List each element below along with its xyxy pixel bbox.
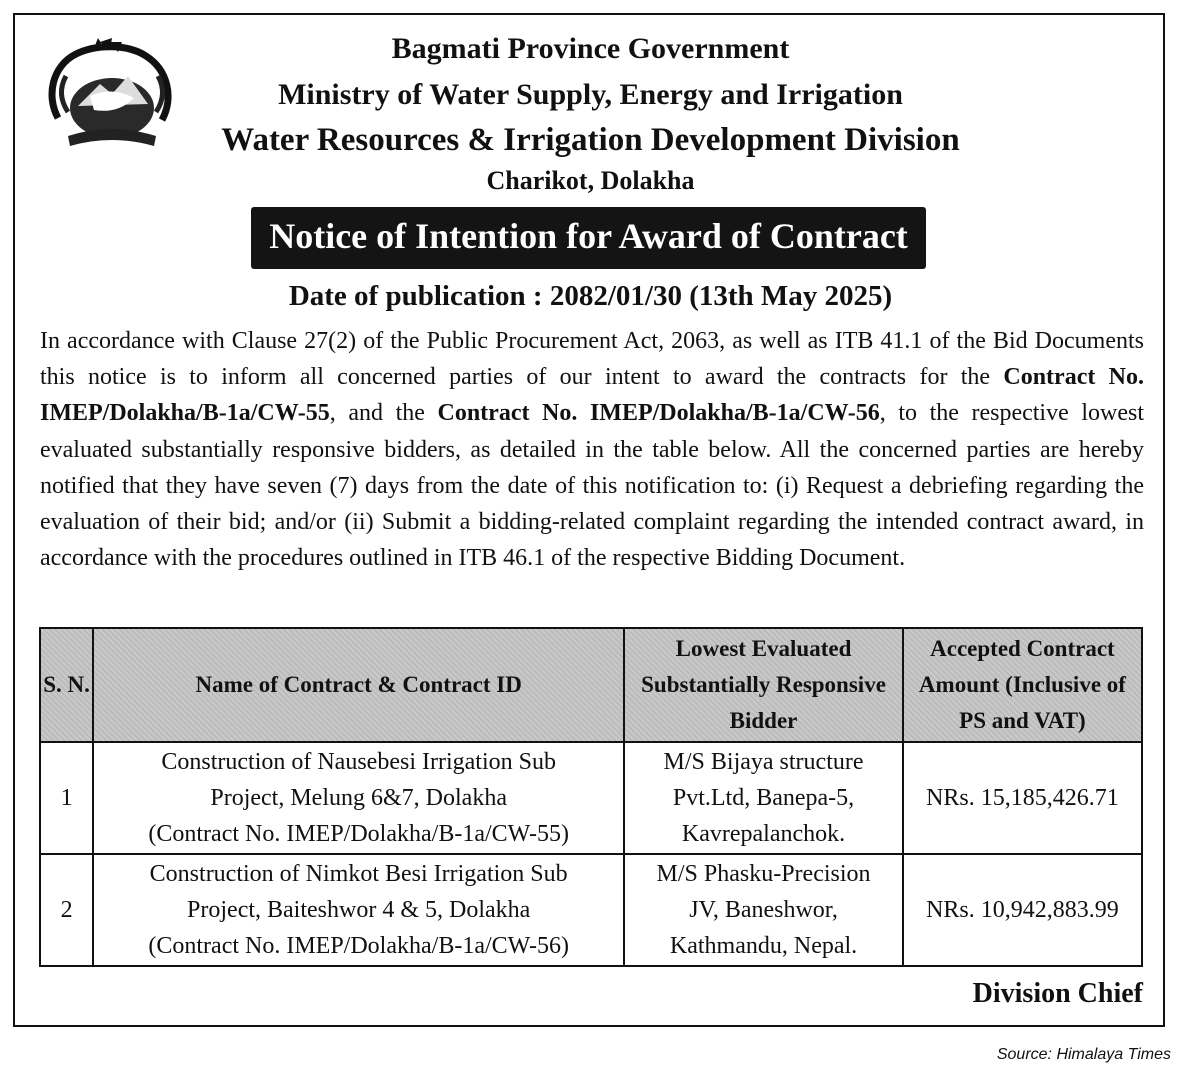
province-name: Bagmati Province Government (391, 32, 790, 65)
row-bidder: M/S Phasku-Precision JV, Baneshwor, Kathmandu, Nepal. (624, 854, 903, 966)
table-header-row (40, 628, 1142, 742)
header-bidder: Lowest Evaluated Substantially Responsive Bidder (624, 628, 903, 742)
award-table (39, 627, 1143, 967)
header-contract-name: Name of Contract & Contract ID (93, 628, 624, 742)
row-amount: NRs. 10,942,883.99 (903, 854, 1142, 966)
contract-id-2: Contract No. IMEP/Dolakha/B-1a/CW-56 (437, 400, 880, 427)
notice-body: In accordance with Clause 27(2) of the Public Procurement Act, 2063, as well as ITB 41.1 of the Bid Documents this notice is to inform all concerned parties of our intent to award the contracts for the Contract No. IMEP/Dolakha/B-1a/CW-55, and the Contract No. IMEP/Dolakha/B-1a/CW-56, to the respective lowest evaluated substantially responsive bidders, as detailed in the table below. All the concerned parties are hereby notified that they have seven (7) days from the date of this notification to: (i) Request a debriefing regarding the evaluation of their bid; and/or (ii) Submit a bidding-related complaint regarding the intended contract award, in accordance with the procedures outlined in ITB 46.1 of the respective Bidding Document. (40, 328, 1144, 572)
signature: Division Chief (972, 978, 1143, 1009)
row-amount: NRs. 15,185,426.71 (903, 742, 1142, 854)
source-credit: Source: Himalaya Times (996, 1046, 1171, 1063)
row-sn: 2 (40, 854, 93, 966)
table-row (40, 854, 1142, 966)
row-contract-name: Construction of Nimkot Besi Irrigation Sub Project, Baiteshwor 4 & 5, Dolakha (Contract No. IMEP/Dolakha/B-1a/CW-56) (93, 854, 624, 966)
row-bidder: M/S Bijaya structure Pvt.Ltd, Banepa-5, Kavrepalanchok. (624, 742, 903, 854)
notice-title: Notice of Intention for Award of Contract (251, 207, 926, 269)
contract-id-1: Contract No. IMEP/Dolakha/B-1a/CW-55 (40, 364, 1144, 427)
header-amount: Accepted Contract Amount (Inclusive of PS and VAT) (903, 628, 1142, 742)
header-sn: S. N. (40, 628, 93, 742)
table-row (40, 742, 1142, 854)
ministry-name: Ministry of Water Supply, Energy and Irrigation (278, 78, 903, 111)
publication-date: Date of publication : 2082/01/30 (13th May 2025) (288, 280, 893, 312)
row-contract-name: Construction of Nausebesi Irrigation Sub Project, Melung 6&7, Dolakha (Contract No. IMEP/Dolakha/B-1a/CW-55) (93, 742, 624, 854)
office-location: Charikot, Dolakha (486, 166, 695, 195)
division-name: Water Resources & Irrigation Development Division (221, 122, 960, 158)
row-sn: 1 (40, 742, 93, 854)
